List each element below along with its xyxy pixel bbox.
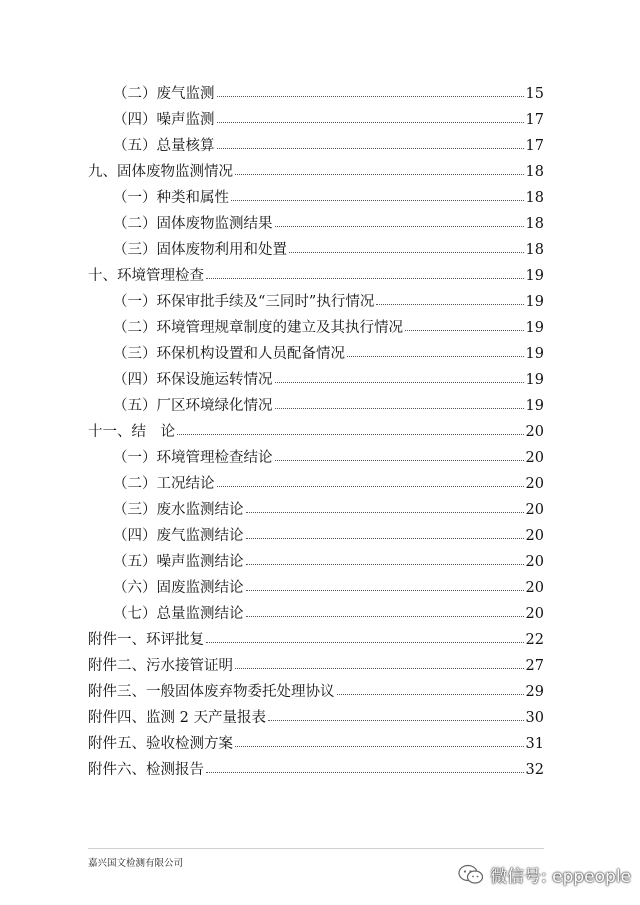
dot-leader — [246, 512, 524, 513]
toc-entry[interactable] — [88, 760, 544, 780]
dot-leader — [376, 304, 523, 305]
toc-entry-page: 20 — [525, 528, 544, 544]
toc-entry-label: 附件六、检测报告 — [88, 762, 204, 778]
dot-leader — [405, 330, 524, 331]
dot-leader — [235, 746, 524, 747]
toc-entry[interactable] — [113, 318, 544, 338]
watermark — [458, 862, 631, 887]
toc-entry-page: 17 — [525, 138, 544, 154]
toc-entry-label: （二）固体废物监测结果 — [113, 216, 273, 232]
toc-entry-label: 附件三、一般固体废弃物委托处理协议 — [88, 684, 335, 700]
dot-leader — [289, 252, 524, 253]
toc-entry[interactable] — [113, 370, 544, 390]
toc-entry-page: 20 — [525, 450, 544, 466]
toc-entry-label: （一）环境管理检查结论 — [113, 450, 273, 466]
toc-entry[interactable] — [88, 266, 544, 286]
toc-entry[interactable] — [113, 110, 544, 130]
dot-leader — [206, 278, 524, 279]
toc-entry-page: 18 — [525, 242, 544, 258]
toc-entry-page: 20 — [525, 476, 544, 492]
dot-leader — [246, 538, 524, 539]
toc-entry-label: 附件一、环评批复 — [88, 632, 204, 648]
toc-entry-label: （二）废气监测 — [113, 86, 215, 102]
toc-entry[interactable] — [88, 682, 544, 702]
toc-entry[interactable] — [113, 214, 544, 234]
toc-entry-page: 32 — [525, 762, 544, 778]
toc-entry-page: 17 — [525, 112, 544, 128]
toc-entry-label: （五）噪声监测结论 — [113, 554, 244, 570]
toc-entry[interactable] — [113, 188, 544, 208]
toc-entry-label: （七）总量监测结论 — [113, 606, 244, 622]
dot-leader — [268, 720, 524, 721]
toc-entry-label: （五）厂区环境绿化情况 — [113, 398, 273, 414]
toc-entry[interactable] — [113, 396, 544, 416]
wechat-icon — [458, 863, 484, 887]
dot-leader — [217, 122, 524, 123]
dot-leader — [235, 174, 524, 175]
toc-entry[interactable] — [113, 292, 544, 312]
dot-leader — [217, 486, 524, 487]
toc-entry-label: （三）环保机构设置和人员配备情况 — [113, 346, 345, 362]
dot-leader — [275, 382, 524, 383]
toc-entry[interactable] — [88, 708, 544, 728]
toc-entry-label: 十一、结 论 — [88, 424, 175, 440]
toc-entry-page: 20 — [525, 606, 544, 622]
toc-entry[interactable] — [113, 526, 544, 546]
dot-leader — [246, 564, 524, 565]
dot-leader — [206, 642, 524, 643]
toc-entry-label: （一）环保审批手续及“三同时”执行情况 — [113, 294, 375, 310]
toc-entry-page: 31 — [525, 736, 544, 752]
toc-entry-page: 19 — [525, 346, 544, 362]
toc-entry-label: （二）工况结论 — [113, 476, 215, 492]
toc-entry[interactable] — [113, 578, 544, 598]
toc-entry-page: 19 — [525, 294, 544, 310]
dot-leader — [217, 148, 524, 149]
toc-entry[interactable] — [88, 630, 544, 650]
toc-entry-label: （一）种类和属性 — [113, 190, 229, 206]
dot-leader — [177, 434, 524, 435]
toc-entry-label: 附件四、监测 2 天产量报表 — [88, 710, 266, 726]
toc-entry[interactable] — [113, 604, 544, 624]
toc-entry-label: （三）废水监测结论 — [113, 502, 244, 518]
toc-entry-page: 20 — [525, 424, 544, 440]
toc-entry[interactable] — [88, 656, 544, 676]
dot-leader — [347, 356, 524, 357]
dot-leader — [235, 668, 524, 669]
toc-entry[interactable] — [88, 422, 544, 442]
toc-entry-label: （五）总量核算 — [113, 138, 215, 154]
watermark-text: 微信号: eppeople — [490, 867, 632, 887]
toc-entry-label: （六）固废监测结论 — [113, 580, 244, 596]
toc-entry[interactable] — [113, 84, 544, 104]
toc-entry-label: （四）废气监测结论 — [113, 528, 244, 544]
toc-entry-label: 十、环境管理检查 — [88, 268, 204, 284]
toc-entry-page: 27 — [525, 658, 544, 674]
toc-entry-page: 18 — [525, 190, 544, 206]
toc-entry-page: 19 — [525, 320, 544, 336]
toc-entry[interactable] — [88, 162, 544, 182]
dot-leader — [246, 616, 524, 617]
dot-leader — [275, 226, 524, 227]
toc-entry-label: （三）固体废物利用和处置 — [113, 242, 287, 258]
toc-entry-page: 22 — [525, 632, 544, 648]
dot-leader — [275, 408, 524, 409]
toc-entry-page: 19 — [525, 398, 544, 414]
toc-entry[interactable] — [88, 734, 544, 754]
dot-leader — [246, 590, 524, 591]
toc-entry-page: 18 — [525, 216, 544, 232]
toc-entry-page: 20 — [525, 502, 544, 518]
toc-entry[interactable] — [113, 240, 544, 260]
toc-entry[interactable] — [113, 136, 544, 156]
toc-entry-label: （四）环保设施运转情况 — [113, 372, 273, 388]
toc-entry[interactable] — [113, 448, 544, 468]
footer-company-name: 嘉兴国文检测有限公司 — [88, 858, 184, 869]
toc-entry-page: 15 — [525, 86, 544, 102]
toc-entry[interactable] — [113, 500, 544, 520]
dot-leader — [231, 200, 524, 201]
toc-entry-page: 19 — [525, 268, 544, 284]
dot-leader — [217, 96, 524, 97]
toc-entry-page: 19 — [525, 372, 544, 388]
dot-leader — [275, 460, 524, 461]
toc-entry[interactable] — [113, 474, 544, 494]
dot-leader — [206, 772, 524, 773]
toc-entry[interactable] — [113, 552, 544, 572]
toc-entry-page: 20 — [525, 554, 544, 570]
toc-entry-page: 18 — [525, 164, 544, 180]
toc-entry-label: （二）环境管理规章制度的建立及其执行情况 — [113, 320, 403, 336]
toc-entry-label: 九、固体废物监测情况 — [88, 164, 233, 180]
toc-entry-label: （四）噪声监测 — [113, 112, 215, 128]
toc-entry[interactable] — [113, 344, 544, 364]
dot-leader — [337, 694, 524, 695]
toc-entry-page: 20 — [525, 580, 544, 596]
toc-entry-label: 附件二、污水接管证明 — [88, 658, 233, 674]
toc-entry-label: 附件五、验收检测方案 — [88, 736, 233, 752]
footer-divider — [88, 848, 544, 849]
toc-entry-page: 29 — [525, 684, 544, 700]
toc-entry-page: 30 — [525, 710, 544, 726]
